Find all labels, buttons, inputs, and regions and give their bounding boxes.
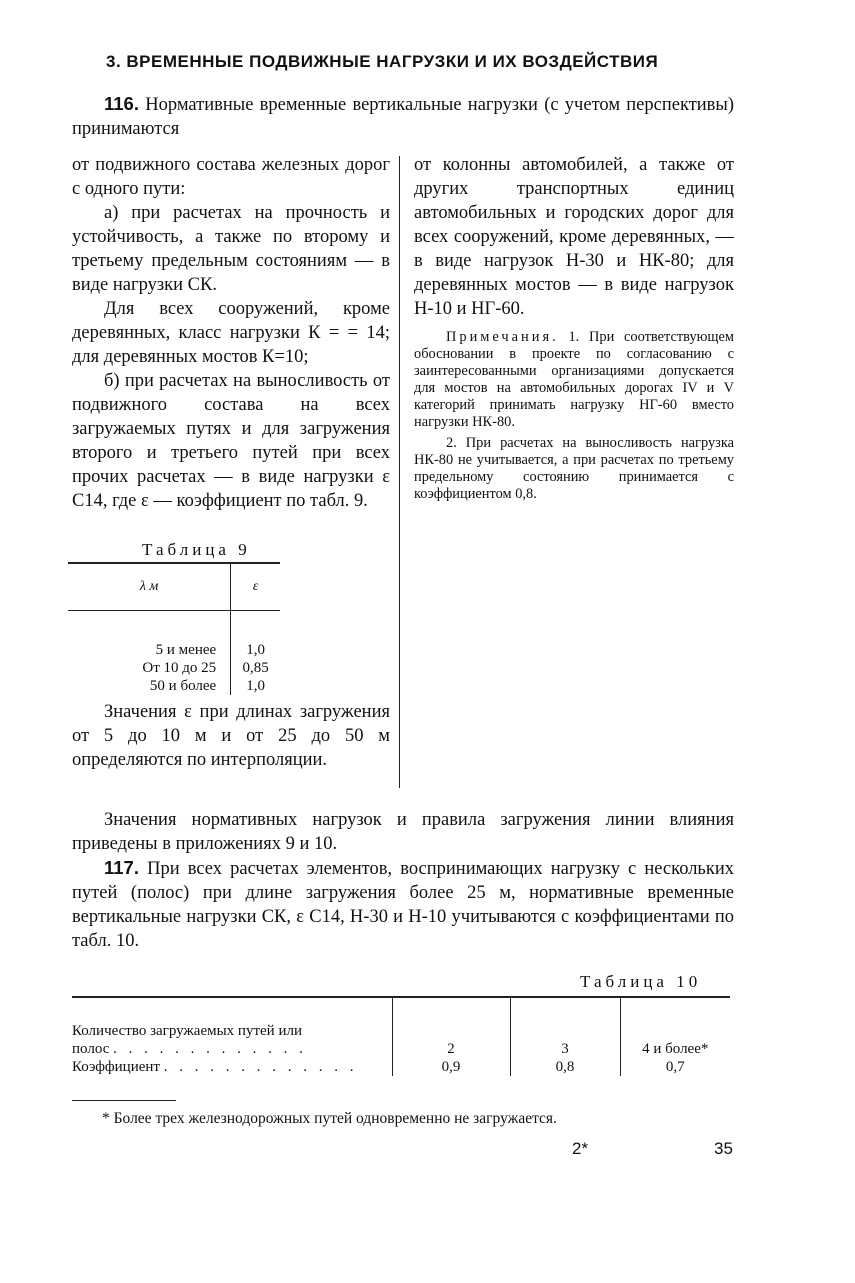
- note-1: [414, 329, 734, 431]
- table10-cell: 4 и более*: [620, 1040, 730, 1058]
- left-paragraph-4: б) при расчетах на выносливость от подвижного состава на всех загружаемых путях и для загружения второго и третьего путей при всех прочих расчетах — в виде нагрузки ε С14, где ε — коэффициент по табл. 9.: [72, 371, 390, 511]
- paragraph-number: 117.: [104, 857, 139, 878]
- table10-label-text: полос: [72, 1041, 110, 1057]
- paragraph-number: 116.: [104, 93, 139, 114]
- left-paragraph-2: а) при расчетах на прочность и устойчивость, а также по второму и третьему предельным состояниям — в виде нагрузки СК.: [72, 203, 390, 295]
- folio-mark: 2*: [572, 1139, 589, 1158]
- table-row: [68, 677, 280, 695]
- table10-title: Таблица 10: [580, 972, 702, 991]
- table9-header-epsilon: ε: [231, 563, 280, 611]
- table-row: [72, 1058, 730, 1076]
- note-2: 2. При расчетах на выносливость нагрузка НК-80 не учитывается, а при расчетах по третьему предельному состоянию принимается с коэффициентом 0,8.: [414, 435, 734, 502]
- table10-cell: 2: [392, 1040, 510, 1058]
- table-row: [68, 659, 280, 677]
- table10-label: [72, 1058, 392, 1076]
- table9-title: Таблица 9: [142, 540, 251, 559]
- section-title: 3. ВРЕМЕННЫЕ ПОДВИЖНЫЕ НАГРУЗКИ И ИХ ВОЗДЕЙСТВИЯ: [106, 52, 659, 71]
- table10-cell: 0,9: [392, 1058, 510, 1076]
- left-column: [72, 153, 390, 513]
- paragraph-text: Нормативные временные вертикальные нагрузки (с учетом перспективы) принимаются: [72, 95, 735, 139]
- table9-cell: От 10 до 25: [142, 660, 217, 676]
- table9-cell: 1,0: [231, 677, 280, 695]
- right-paragraph-1: от колонны автомобилей, а также от других транспортных единиц автомобильных и городских дорог для всех сооружений, кроме деревянных, — в виде нагрузок Н-30 и НК-80; для деревянных мостов — в виде нагрузок Н-10 и НГ-60.: [414, 155, 734, 319]
- table-row: [68, 641, 280, 659]
- appendix-reference: Значения нормативных нагрузок и правила загружения линии влияния приведены в приложениях 9 и 10.: [72, 810, 734, 854]
- table-row: [72, 1022, 730, 1040]
- table9-cell: 1,0: [231, 641, 280, 659]
- left-paragraph-3: Для всех сооружений, кроме деревянных, класс нагрузки К = = 14; для деревянных мостов К=10;: [72, 299, 390, 367]
- table10: [72, 996, 730, 1076]
- table10-cell: 0,8: [510, 1058, 620, 1076]
- left-paragraph-1: от подвижного состава железных дорог с одного пути:: [72, 155, 390, 199]
- table9-cell: 0,85: [231, 659, 280, 677]
- table9: [68, 562, 280, 695]
- paragraph-text: При всех расчетах элементов, воспринимающих нагрузку с нескольких путей (полос) при длине загружения более 25 м, нормативные временные вертикальные нагрузки СК, ε С14, Н-30 и Н-10 учитываются с коэффициентами по табл. 10.: [72, 859, 735, 951]
- table10-label-text: Коэффициент: [72, 1059, 160, 1075]
- paragraph-116: [72, 92, 734, 141]
- right-column: [414, 153, 734, 503]
- table9-cell: 5 и менее: [155, 642, 217, 658]
- paragraph-117: [72, 856, 734, 953]
- table-row: [72, 1040, 730, 1058]
- interpolation-note: Значения ε при длинах загружения от 5 до 10 м и от 25 до 50 м определяются по интерполяции.: [72, 702, 390, 770]
- leader-dots: . . . . . . . . . . . . .: [163, 1059, 358, 1075]
- table9-cell: 50 и более: [149, 678, 217, 694]
- notes-heading: Примечания.: [446, 329, 559, 345]
- table10-label: [72, 1040, 392, 1058]
- note-1-text: 1. При соответствующем обосновании в проекте по согласованию с заинтересованными организациями допускается для мостов на автомобильных дорогах IV и V категорий принимать нагрузку НГ-60 вместо нагрузки НК-80.: [414, 329, 734, 430]
- leader-dots: . . . . . . . . . . . . .: [113, 1041, 307, 1057]
- column-divider: [399, 156, 400, 788]
- footnote-rule: [72, 1100, 176, 1101]
- table9-header-length: λ м: [68, 563, 231, 611]
- page-number: 35: [714, 1139, 733, 1158]
- table10-cell: 3: [510, 1040, 620, 1058]
- table10-label: Количество загружаемых путей или: [72, 1023, 302, 1039]
- table10-cell: 0,7: [620, 1058, 730, 1076]
- footnote: * Более трех железнодорожных путей одновременно не загружается.: [102, 1110, 557, 1127]
